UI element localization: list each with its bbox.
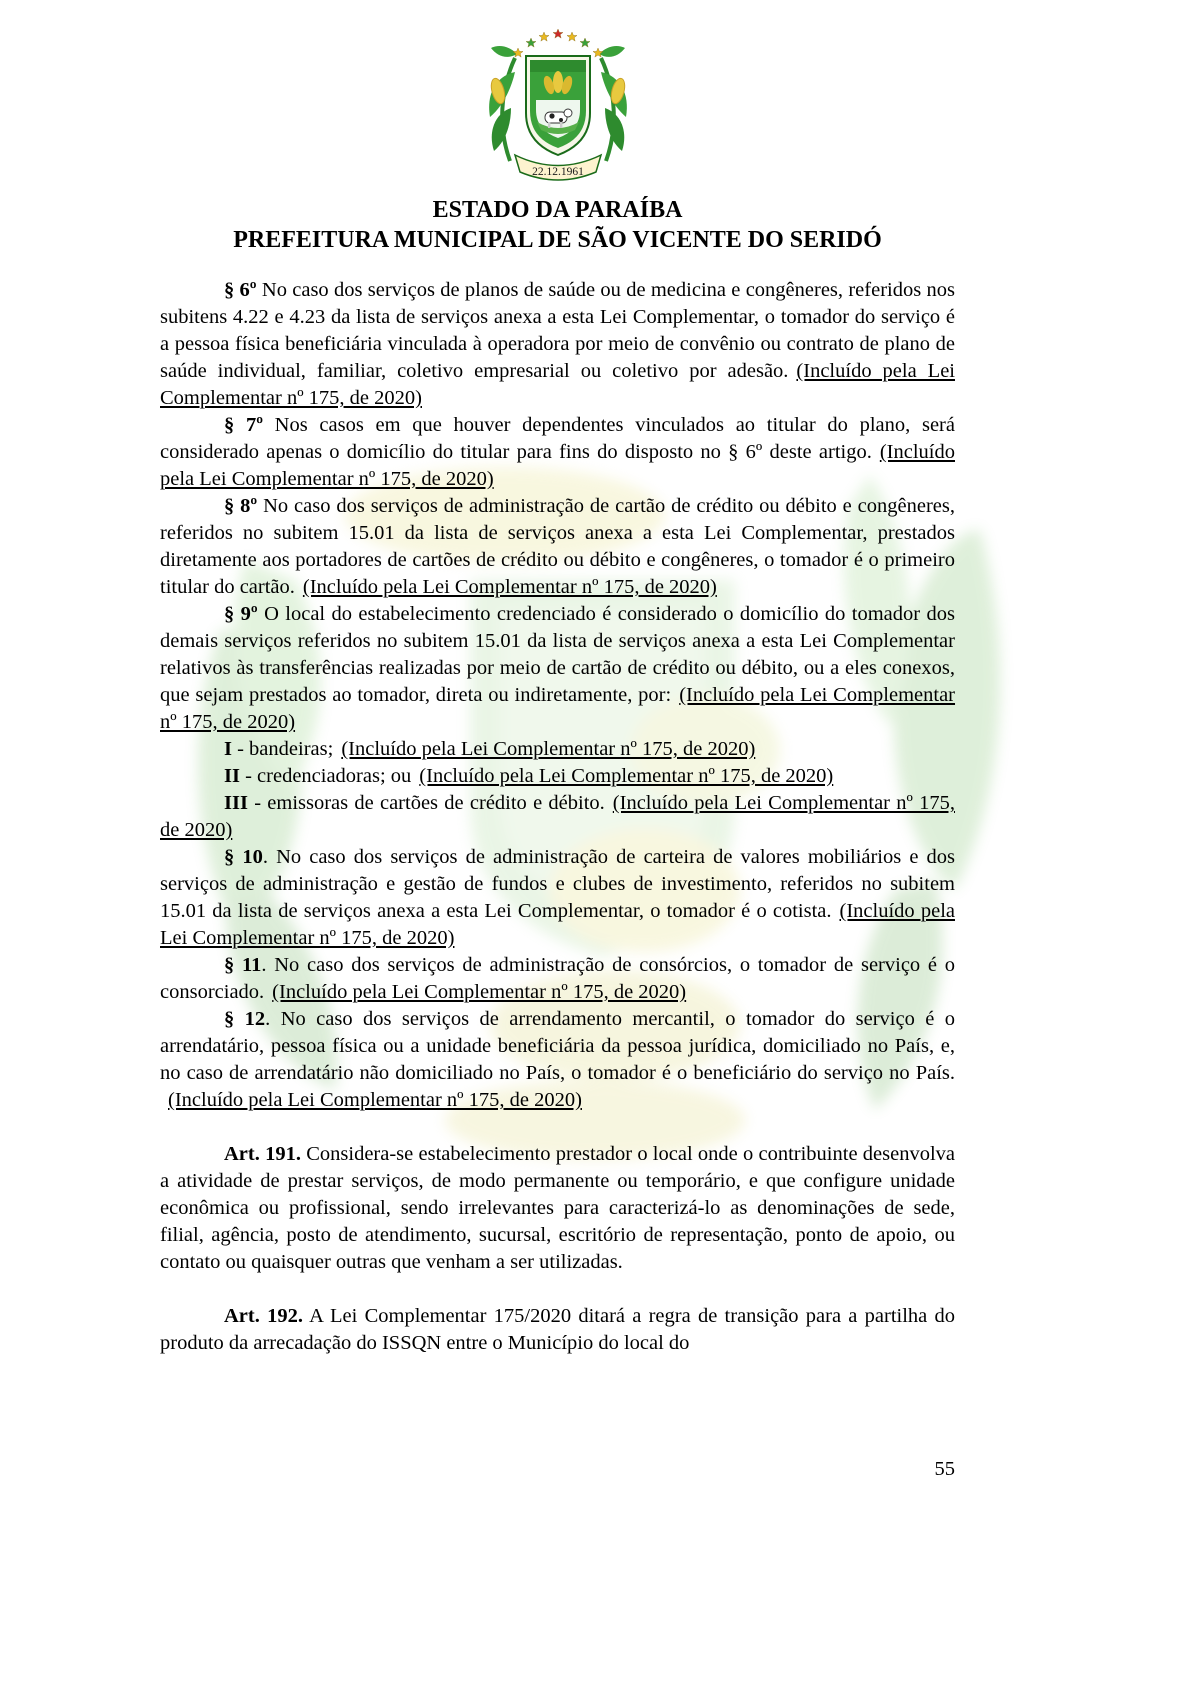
- paragraph-lead: § 12: [224, 1008, 266, 1030]
- citation-incluido: (Incluído pela Lei Complementar nº 175, de 2020): [160, 684, 956, 733]
- paragraph-lead: § 10: [224, 846, 263, 868]
- item-II: [160, 763, 955, 790]
- citation-incluido: (Incluído pela Lei Complementar nº 175, de 2020): [272, 981, 687, 1003]
- paragraph-lead: I: [224, 738, 232, 760]
- paragraph-lead: § 7º: [224, 414, 263, 436]
- crest-container: [160, 28, 955, 193]
- document-body: [160, 277, 955, 1357]
- corn-stalk-left-icon: [488, 46, 516, 161]
- article-192: [160, 1303, 955, 1357]
- paragraph-sec-11: [160, 952, 955, 1006]
- paragraph-body: . No caso dos serviços de administração de consórcios, o tomador de serviço é o consorciado.: [160, 954, 956, 1003]
- citation-incluido: (Incluído pela Lei Complementar nº 175, de 2020): [302, 576, 717, 598]
- citation-incluido: (Incluído pela Lei Complementar nº 175, de 2020): [160, 441, 955, 490]
- article-body: Considera-se estabelecimento prestador o local onde o contribuinte desenvolva a atividade de prestar serviços, de modo permanente ou temporário, e que configure unidade econômica ou profissional, sendo irrelevantes para caracterizá-lo as denominações de sede, filial, agência, posto de atendimento, sucursal, escritório de representação, ponto de apoio, ou contato ou quaisquer outras que venham a ser utilizadas.: [160, 1143, 956, 1273]
- item-I: [160, 736, 955, 763]
- paragraph-sec-9: [160, 601, 955, 736]
- citation-incluido: (Incluído pela Lei Complementar nº 175, de 2020): [160, 900, 955, 949]
- banner-ribbon: [515, 155, 601, 180]
- article-lead: Art. 191.: [224, 1143, 301, 1165]
- paragraph-lead: § 8º: [224, 495, 258, 517]
- paragraph-body: - bandeiras;: [231, 738, 334, 760]
- citation-incluido: (Incluído pela Lei Complementar nº 175, de 2020): [160, 792, 955, 841]
- header-municipality: PREFEITURA MUNICIPAL DE SÃO VICENTE DO SERIDÓ: [233, 227, 882, 253]
- paragraph-body: No caso dos serviços de administração de cartão de crédito ou débito e congêneres, referidos no subitem 15.01 da lista de serviços anexa a esta Lei Complementar, prestados diretamente aos portadores de cartões de crédito ou débito e congêneres, o tomador é o primeiro titular do cartão.: [160, 495, 955, 598]
- document-header: [160, 195, 955, 255]
- paragraph-sec-12: [160, 1006, 955, 1114]
- shield-icon: [526, 56, 590, 155]
- page-number: 55: [934, 1458, 955, 1480]
- header-state: ESTADO DA PARAÍBA: [432, 197, 683, 223]
- paragraph-body: Nos casos em que houver dependentes vinculados ao titular do plano, será considerado apenas o domicílio do titular para fins do disposto no § 6º deste artigo.: [160, 414, 955, 463]
- coat-of-arms-icon: [472, 28, 644, 193]
- citation-incluido: (Incluído pela Lei Complementar nº 175, de 2020): [168, 1089, 582, 1111]
- paragraph-body: O local do estabelecimento credenciado é considerado o domicílio do tomador dos demais serviços referidos no subitem 15.01 da lista de serviços anexa a esta Lei Complementar relativos às transferências realizadas por meio de cartão de crédito ou débito, ou a eles conexos, que sejam prestados ao tomador, direta ou indiretamente, por:: [160, 603, 955, 706]
- paragraph-body: . No caso dos serviços de arrendamento mercantil, o tomador do serviço é o arrendatário, pessoa física ou a unidade beneficiária da pessoa jurídica, domiciliado no País, e, no caso de arrendatário não domiciliado no País, o tomador é o beneficiário do serviço no País.: [160, 1008, 955, 1084]
- stars-icon: [513, 29, 603, 57]
- paragraph-body: - credenciadoras; ou: [239, 765, 412, 787]
- paragraph-sec-8: [160, 493, 955, 601]
- paragraph-lead: § 9º: [224, 603, 258, 625]
- paragraph-body: - emissoras de cartões de crédito e débito.: [247, 792, 605, 814]
- paragraph-lead: § 11: [224, 954, 262, 976]
- citation-incluido: (Incluído pela Lei Complementar nº 175, de 2020): [341, 738, 756, 760]
- paragraph-body: No caso dos serviços de planos de saúde ou de medicina e congêneres, referidos nos subitens 4.22 e 4.23 da lista de serviços anexa a esta Lei Complementar, o tomador do serviço é a pessoa física beneficiária vinculada à operadora por meio de convênio ou contrato de plano de saúde individual, familiar, coletivo empresarial ou coletivo por adesão.: [160, 279, 955, 382]
- crest-date: 22.12.1961: [531, 166, 584, 178]
- citation-incluido: (Incluído pela Lei Complementar nº 175, de 2020): [160, 360, 955, 409]
- paragraph-sec-7: [160, 412, 955, 493]
- article-191: [160, 1141, 955, 1276]
- corn-stalk-right-icon: [599, 46, 627, 161]
- paragraph-sec-6: [160, 277, 955, 412]
- paragraph-lead: III: [224, 792, 248, 814]
- citation-incluido: (Incluído pela Lei Complementar nº 175, de 2020): [419, 765, 834, 787]
- article-lead: Art. 192.: [224, 1305, 303, 1327]
- paragraph-body: . No caso dos serviços de administração de carteira de valores mobiliários e dos serviços de administração e gestão de fundos e clubes de investimento, referidos no subitem 15.01 da lista de serviços anexa a esta Lei Complementar, o tomador é o cotista.: [160, 846, 956, 922]
- item-III: [160, 790, 955, 844]
- paragraph-lead: II: [224, 765, 240, 787]
- paragraph-lead: § 6º: [224, 279, 257, 301]
- article-body: A Lei Complementar 175/2020 ditará a regra de transição para a partilha do produto da arrecadação do ISSQN entre o Município do local do: [160, 1305, 956, 1354]
- paragraph-sec-10: [160, 844, 955, 952]
